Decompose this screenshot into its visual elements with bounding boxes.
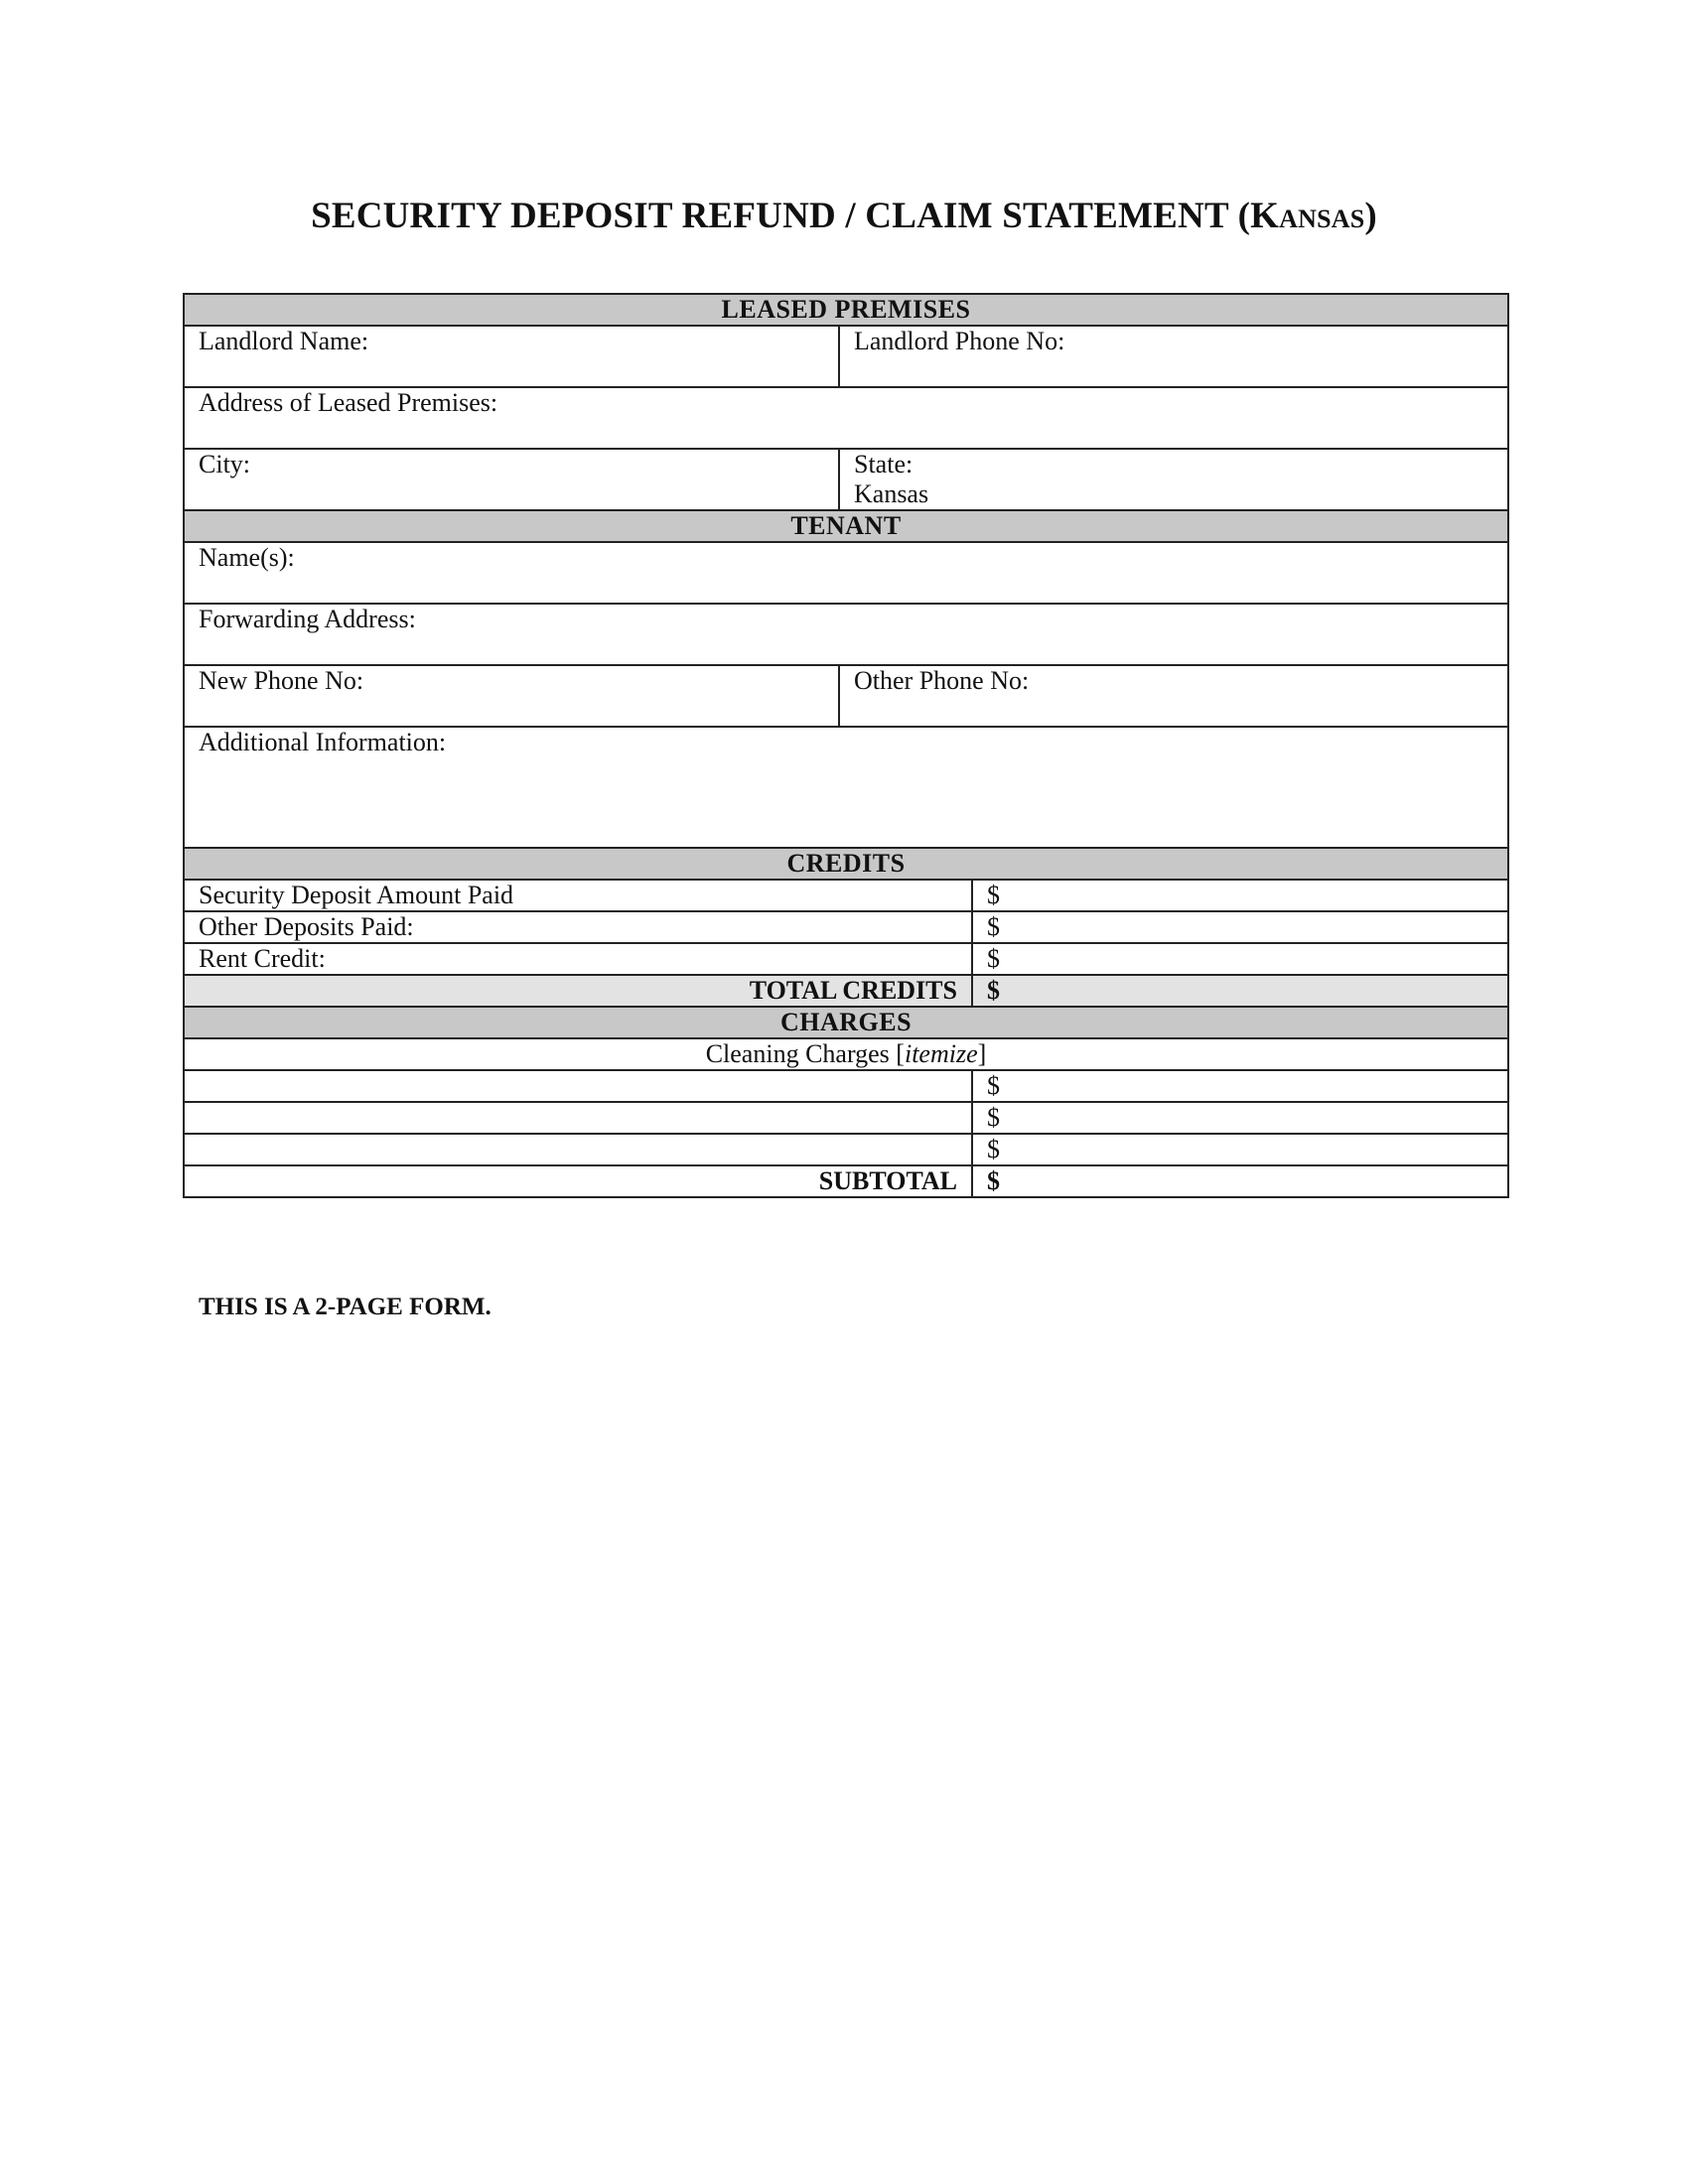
- title-state: (Kansas): [1237, 196, 1377, 236]
- credit-amount-field[interactable]: $: [972, 943, 1508, 975]
- city-field[interactable]: [184, 449, 839, 510]
- charge-row: [184, 1102, 1508, 1134]
- section-header-charges: [184, 1007, 1508, 1038]
- section-header-leased-premises: [184, 294, 1508, 326]
- forwarding-address-label: Forwarding Address:: [199, 605, 416, 633]
- section-header-tenant: [184, 510, 1508, 542]
- subtotal-row: [184, 1165, 1508, 1197]
- subtotal-amount-field[interactable]: $: [972, 1165, 1508, 1197]
- charge-description-field[interactable]: [184, 1070, 972, 1102]
- cleaning-charges-row: [184, 1038, 1508, 1070]
- additional-info-label: Additional Information:: [199, 728, 447, 756]
- total-credits-label: TOTAL CREDITS: [184, 975, 972, 1007]
- two-page-form-note: THIS IS A 2-PAGE FORM.: [199, 1294, 492, 1320]
- other-phone-label: Other Phone No:: [854, 666, 1030, 695]
- cleaning-charges-label: Cleaning Charges [itemize]: [184, 1038, 1508, 1070]
- new-phone-label: New Phone No:: [199, 666, 364, 695]
- credit-row: [184, 880, 1508, 911]
- credit-row: [184, 943, 1508, 975]
- city-label: City:: [199, 450, 251, 478]
- credit-row: [184, 911, 1508, 943]
- subtotal-label: SUBTOTAL: [184, 1165, 972, 1197]
- credit-amount-field[interactable]: $: [972, 880, 1508, 911]
- credits-header: CREDITS: [184, 848, 1508, 880]
- forwarding-address-field[interactable]: [184, 604, 1508, 665]
- landlord-name-label: Landlord Name:: [199, 327, 369, 355]
- total-credits-amount-field[interactable]: $: [972, 975, 1508, 1007]
- state-field[interactable]: [839, 449, 1508, 510]
- other-phone-field[interactable]: [839, 665, 1508, 727]
- new-phone-field[interactable]: [184, 665, 839, 727]
- charge-row: [184, 1134, 1508, 1165]
- credit-amount-field[interactable]: $: [972, 911, 1508, 943]
- address-label: Address of Leased Premises:: [199, 388, 498, 417]
- charge-row: [184, 1070, 1508, 1102]
- tenant-names-field[interactable]: [184, 542, 1508, 604]
- charge-description-field[interactable]: [184, 1134, 972, 1165]
- deposit-form-table: [183, 293, 1509, 1198]
- page-title: [0, 195, 1688, 237]
- total-credits-row: [184, 975, 1508, 1007]
- charges-header: CHARGES: [184, 1007, 1508, 1038]
- charge-description-field[interactable]: [184, 1102, 972, 1134]
- state-value: Kansas: [854, 479, 929, 508]
- address-field[interactable]: [184, 387, 1508, 449]
- landlord-name-field[interactable]: [184, 326, 839, 387]
- tenant-header: TENANT: [184, 510, 1508, 542]
- credit-label: Other Deposits Paid:: [184, 911, 972, 943]
- charge-amount-field[interactable]: $: [972, 1134, 1508, 1165]
- landlord-phone-label: Landlord Phone No:: [854, 327, 1065, 355]
- charge-amount-field[interactable]: $: [972, 1070, 1508, 1102]
- itemize-note: itemize: [904, 1039, 978, 1068]
- state-label: State:: [854, 450, 914, 478]
- credit-label: Security Deposit Amount Paid: [184, 880, 972, 911]
- tenant-names-label: Name(s):: [199, 543, 295, 572]
- title-main: SECURITY DEPOSIT REFUND / CLAIM STATEMENT: [311, 196, 1229, 236]
- additional-info-field[interactable]: [184, 727, 1508, 848]
- section-header-credits: [184, 848, 1508, 880]
- charge-amount-field[interactable]: $: [972, 1102, 1508, 1134]
- credit-label: Rent Credit:: [184, 943, 972, 975]
- landlord-phone-field[interactable]: [839, 326, 1508, 387]
- leased-premises-header: LEASED PREMISES: [184, 294, 1508, 326]
